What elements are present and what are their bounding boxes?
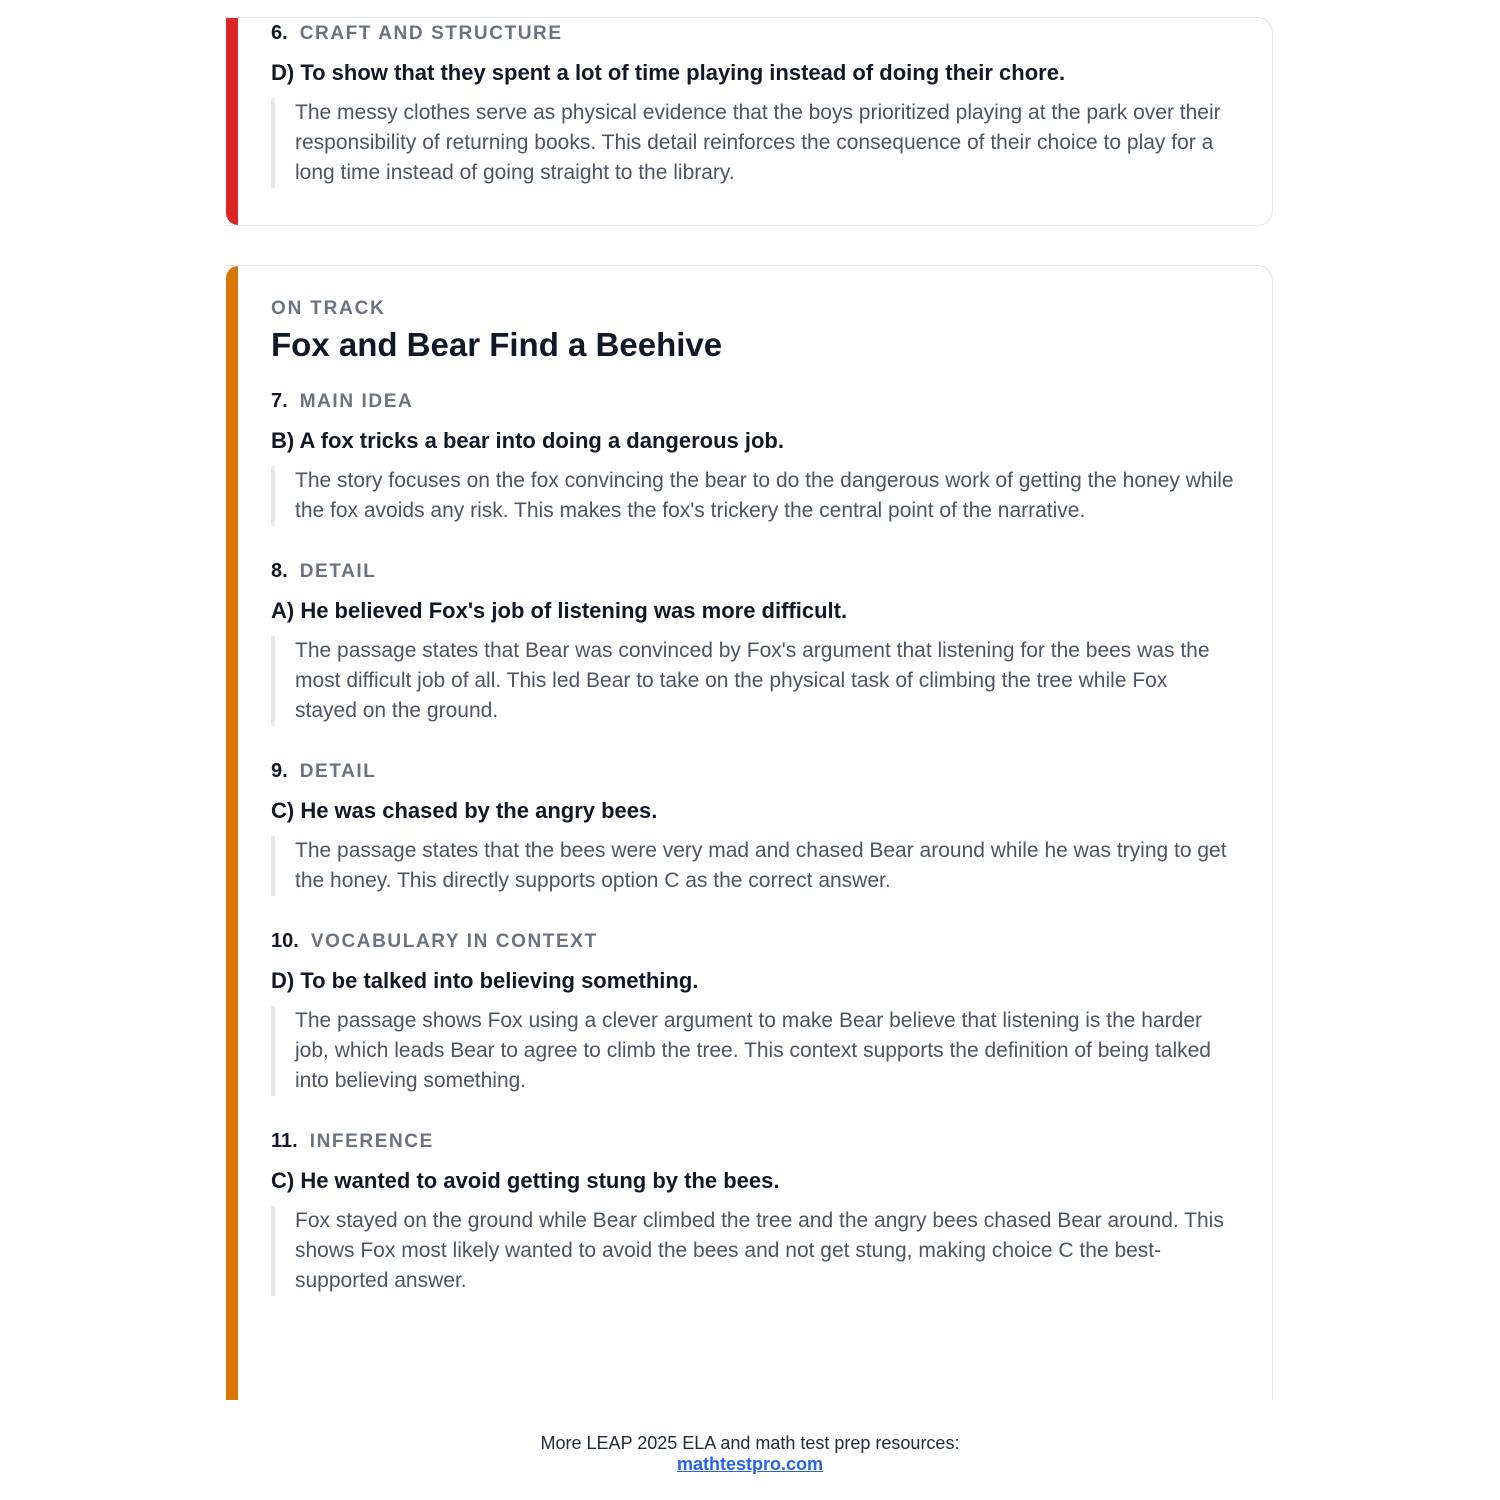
question-header	[271, 390, 1234, 420]
correct-answer: D) To show that they spent a lot of time playing instead of doing their chore.	[271, 60, 1066, 85]
card-content	[271, 22, 1234, 222]
question-header	[271, 1130, 1234, 1160]
answer-explanation: The passage shows Fox using a clever argument to make Bear believe that listening is the harder job, which leads Bear to agree to climb the tree. This context supports the definition of being talked into believing something.	[271, 1006, 1234, 1096]
correct-answer: C) He wanted to avoid getting stung by the bees.	[271, 1168, 780, 1193]
answer-card-passage	[226, 265, 1273, 1400]
question-number: 8.	[271, 560, 288, 582]
card-content	[271, 298, 1234, 1330]
question-category: CRAFT AND STRUCTURE	[299, 23, 563, 44]
answer-item	[271, 560, 1234, 726]
passage-title: Fox and Bear Find a Beehive	[271, 326, 723, 363]
footer-link[interactable]: mathtestpro.com	[676, 1454, 824, 1474]
answer-item	[271, 1130, 1234, 1296]
question-category: INFERENCE	[309, 1131, 434, 1152]
correct-answer: A) He believed Fox's job of listening was more difficult.	[271, 598, 848, 623]
question-header	[271, 22, 1234, 52]
question-number: 10.	[271, 930, 299, 952]
question-number: 9.	[271, 760, 288, 782]
answer-item	[271, 390, 1234, 526]
answer-item	[271, 760, 1234, 896]
answer-explanation: The story focuses on the fox convincing the bear to do the dangerous work of getting the honey while the fox avoids any risk. This makes the fox's trickery the central point of the narrative.	[271, 466, 1234, 526]
correct-answer: D) To be talked into believing something.	[271, 968, 699, 993]
answer-card-craft	[226, 17, 1273, 226]
question-number: 7.	[271, 390, 288, 412]
question-category: DETAIL	[299, 761, 377, 782]
question-number: 6.	[271, 22, 288, 44]
answer-item	[271, 930, 1234, 1096]
page-footer	[0, 1433, 1500, 1475]
footer-text: More LEAP 2025 ELA and math test prep resources:	[540, 1433, 960, 1453]
question-category: DETAIL	[299, 561, 377, 582]
answer-explanation: The passage states that the bees were very mad and chased Bear around while he was trying to get the honey. This directly supports option C as the correct answer.	[271, 836, 1234, 896]
question-header	[271, 760, 1234, 790]
correct-answer: C) He was chased by the angry bees.	[271, 798, 658, 823]
answer-item	[271, 22, 1234, 188]
question-number: 11.	[271, 1130, 298, 1152]
section-color-bar	[226, 266, 238, 1400]
answer-explanation: The messy clothes serve as physical evidence that the boys prioritized playing at the park over their responsibility of returning books. This detail reinforces the consequence of their choice to play for a long time instead of going straight to the library.	[271, 98, 1234, 188]
question-category: MAIN IDEA	[299, 391, 414, 412]
section-color-bar	[226, 18, 238, 225]
question-header	[271, 560, 1234, 590]
answer-explanation: Fox stayed on the ground while Bear climbed the tree and the angry bees chased Bear around. This shows Fox most likely wanted to avoid the bees and not get stung, making choice C the best-supported answer.	[271, 1206, 1234, 1296]
answer-explanation: The passage states that Bear was convinced by Fox's argument that listening for the bees was the most difficult job of all. This led Bear to take on the physical task of climbing the tree while Fox stayed on the ground.	[271, 636, 1234, 726]
performance-level-label: ON TRACK	[271, 298, 386, 319]
question-header	[271, 930, 1234, 960]
question-category: VOCABULARY IN CONTEXT	[310, 931, 598, 952]
correct-answer: B) A fox tricks a bear into doing a dangerous job.	[271, 428, 784, 453]
